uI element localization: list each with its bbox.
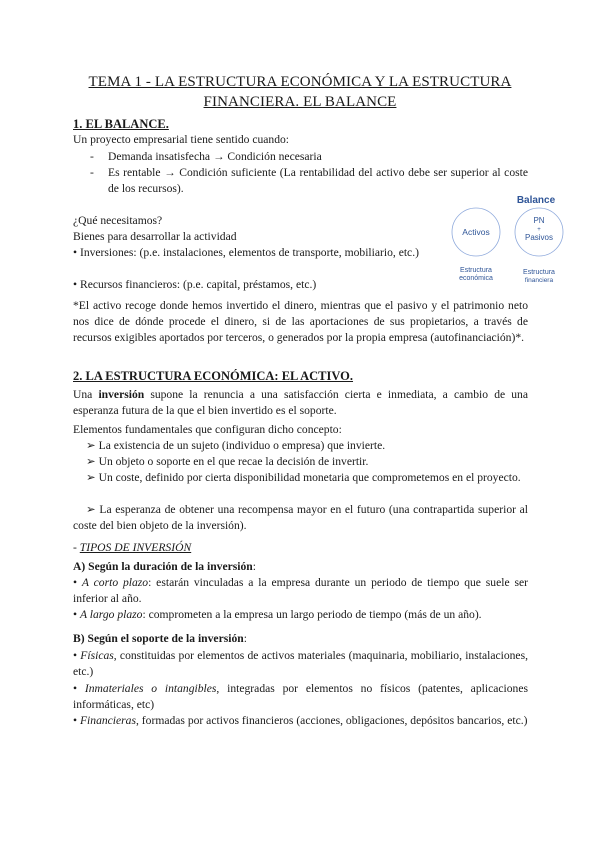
- s2-a-item-1: [73, 575, 528, 607]
- s2-a-heading: [73, 559, 528, 575]
- diagram-caption-left-2: económica: [459, 275, 493, 282]
- s2-b-heading: [73, 631, 528, 647]
- a1-label: A corto plazo: [81, 576, 149, 589]
- diagram-plus: +: [537, 227, 541, 233]
- section-2-heading: 2. LA ESTRUCTURA ECONÓMICA: EL ACTIVO.: [73, 369, 354, 383]
- s2-b-item-3: [73, 713, 528, 729]
- bullet: •: [73, 576, 82, 589]
- b1-label: Físicas: [80, 649, 114, 662]
- types-label: TIPOS DE INVERSIÓN: [79, 541, 192, 554]
- diagram-pn: PN: [533, 216, 545, 225]
- def-pre: Una: [73, 388, 99, 401]
- a-colon: :: [252, 560, 256, 573]
- s2-elements-intro: Elementos fundamentales que configuran dicho concepto:: [73, 423, 342, 436]
- diagram-caption-left-1: Estructura: [460, 267, 492, 274]
- s1-bullet-1: Demanda insatisfecha → Condición necesaria: [108, 150, 322, 163]
- a1-text: : estarán vinculadas a la empresa durante un periodo de tiempo que suele ser inferior al año.: [73, 576, 528, 605]
- s2-b-item-1: [73, 648, 528, 680]
- s2-a-item-2: [73, 607, 528, 623]
- s2-element-3: ➢ Un coste, definido por cierta disponibilidad monetaria que comprometemos en el proyecto.: [86, 471, 521, 484]
- a-heading-text: A) Según la duración de la inversión: [73, 560, 253, 573]
- def-post: supone la renuncia a una satisfacción cierta e inmediata, a cambio de una esperanza futura de la que el bien invertido es el soporte.: [73, 388, 528, 417]
- s1-intro: Un proyecto empresarial tiene sentido cuando:: [73, 133, 290, 146]
- s1-financial-resources: • Recursos financieros: (p.e. capital, préstamos, etc.): [73, 278, 317, 291]
- page-title: [60, 72, 540, 112]
- dash-bullet: -: [90, 150, 94, 163]
- diagram-caption-right-2: financiera: [524, 277, 554, 284]
- b-heading-text: B) Según el soporte de la inversión: [73, 632, 244, 645]
- diagram-title: Balance: [516, 195, 556, 206]
- s1-bullet-2: Es rentable → Condición suficiente (La rentabilidad del activo debe ser superior al coste de los recursos).: [108, 166, 528, 195]
- balance-diagram: [444, 190, 574, 290]
- types-dash: -: [73, 541, 80, 554]
- bullet: •: [73, 714, 80, 727]
- b2-text: , integradas por elementos no físicos (patentes, aplicaciones informáticas, etc): [73, 682, 528, 711]
- s1-investments: • Inversiones: (p.e. instalaciones, elementos de transporte, mobiliario, etc.): [73, 246, 419, 259]
- s1-needs: Bienes para desarrollar la actividad: [73, 230, 237, 243]
- diagram-pasivos: Pasivos: [524, 233, 554, 242]
- b-colon: :: [243, 632, 247, 645]
- bullet: •: [73, 608, 80, 621]
- def-bold: inversión: [98, 388, 145, 401]
- a2-text: : comprometen a la empresa un largo periodo de tiempo (más de un año).: [142, 608, 482, 621]
- s2-element-2: ➢ Un objeto o soporte en el que recae la decisión de invertir.: [86, 455, 369, 468]
- diagram-caption-right-1: Estructura: [523, 269, 555, 276]
- s2-definition: [73, 387, 528, 419]
- b3-text: , formadas por activos financieros (acciones, obligaciones, depósitos bancarios, etc.): [136, 714, 528, 727]
- b1-text: , constituidas por elementos de activos materiales (maquinaria, mobiliario, instalaciones, etc.): [73, 649, 528, 678]
- s2-element-1: ➢ La existencia de un sujeto (individuo o empresa) que invierte.: [86, 439, 386, 452]
- s1-note: *El activo recoge donde hemos invertido el dinero, mientras que el pasivo y el patrimonio neto nos dice de dónde procede el dinero, si de las aportaciones de sus propietarios, a través de recursos exigibles aportados por terceros, o generados por la propia empresa (autofinanciación)*.: [73, 299, 528, 344]
- s2-element-4: ➢ La esperanza de obtener una recompensa mayor en el futuro (una contrapartida superior al coste del bien objeto de la inversión).: [73, 503, 528, 532]
- bullet: •: [73, 649, 81, 662]
- s2-types-heading: [73, 540, 528, 556]
- dash-bullet: -: [90, 166, 94, 179]
- title-line-2: FINANCIERA. EL BALANCE: [203, 94, 397, 110]
- bullet: •: [73, 682, 85, 695]
- diagram-activos: Activos: [462, 227, 490, 237]
- section-1-heading: 1. EL BALANCE.: [73, 117, 169, 131]
- s1-question: ¿Qué necesitamos?: [73, 214, 163, 227]
- title-line-1: TEMA 1 - LA ESTRUCTURA ECONÓMICA Y LA ESTRUCTURA: [88, 74, 512, 90]
- b3-label: Financieras: [79, 714, 136, 727]
- s2-b-item-2: [73, 681, 528, 713]
- b2-label: Inmateriales o intangibles: [84, 682, 217, 695]
- a2-label: A largo plazo: [79, 608, 143, 621]
